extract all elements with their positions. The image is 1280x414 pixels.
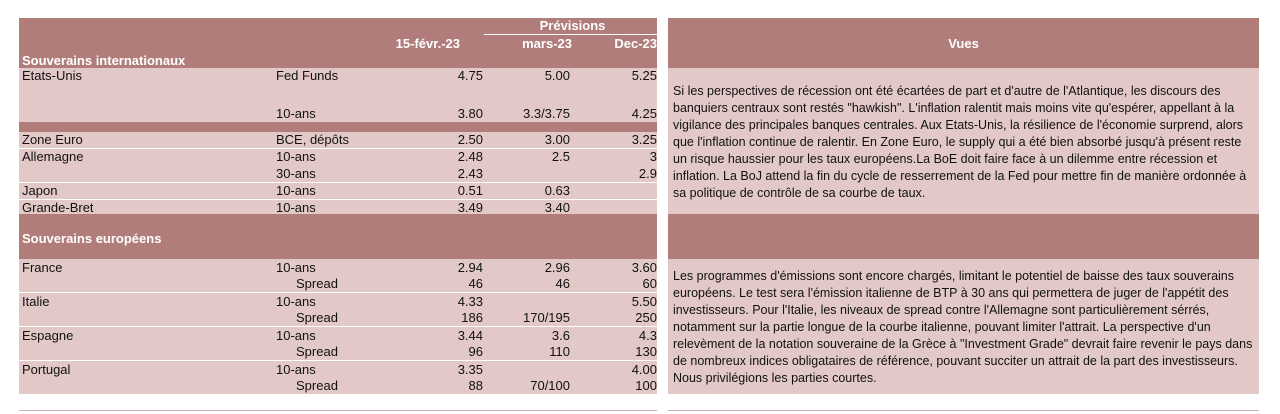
value-dec: 3 — [649, 149, 657, 164]
value-mars: 2.5 — [551, 149, 570, 164]
value-mars: 3.6 — [551, 328, 570, 343]
value-dec: 5.25 — [631, 68, 657, 83]
value-dec: 4.3 — [638, 328, 657, 343]
value-dec: 5.50 — [631, 294, 657, 309]
value-current: 4.75 — [457, 68, 483, 83]
instrument-label: 10-ans — [276, 294, 316, 309]
spread-mars: 110 — [549, 344, 570, 359]
instrument-label: 10-ans — [276, 362, 316, 377]
value-dec: 4.00 — [631, 362, 657, 377]
spread-label: Spread — [296, 378, 338, 393]
value-current: 3.35 — [457, 362, 483, 377]
value-mars: 3.3/3.75 — [523, 106, 570, 121]
spread-label: Spread — [296, 344, 338, 359]
bottom-rule-right — [668, 410, 1259, 411]
value-mars: 5.00 — [544, 68, 570, 83]
spread-current: 96 — [468, 344, 483, 359]
instrument-label: BCE, dépôts — [276, 132, 349, 147]
instrument-label: Fed Funds — [276, 68, 339, 83]
country-label: Grande-Bret — [22, 200, 94, 215]
instrument-label: 10-ans — [276, 328, 316, 343]
vues-section-band — [668, 214, 1259, 259]
spread-current: 88 — [468, 378, 483, 393]
vues-intl-text: Si les perspectives de récession ont été écartées de part et d'autre de l'Atlantique, les discours des banquiers centraux sont restés "hawkish". L'inflation ralentit mais moins vite qu'espérer, appellant à la vigilance des principales banques centrales. Aux Etats-Unis, la résilience de l'économie surprend, alors que l'inflation continue de ralentir. En Zone Euro, le supply qui a été bien absorbé jusqu'à présent reste un risque haussier pour les taux européens.La BoE doit faire face à un dilemme entre récession et inflation. La BoJ attend la fin du cycle de resserrement de la Fed pour mettre fin de manière ordonnée à sa politique de contrôle de sa courbe de taux. — [673, 84, 1247, 200]
instrument-label: 10-ans — [276, 200, 316, 215]
row-separator — [19, 122, 657, 132]
value-dec: 4.25 — [631, 106, 657, 121]
value-current: 2.43 — [457, 166, 483, 181]
spread-dec: 100 — [635, 378, 657, 393]
spread-mars: 46 — [555, 276, 570, 291]
spread-dec: 130 — [635, 344, 657, 359]
spread-dec: 250 — [635, 310, 657, 325]
col-header-mars: mars-23 — [522, 36, 572, 51]
vues-title: Vues — [948, 36, 979, 51]
col-header-date: 15-févr.-23 — [395, 36, 460, 51]
country-label: Etats-Unis — [22, 68, 82, 83]
value-current: 0.51 — [457, 183, 483, 198]
value-dec: 3.25 — [631, 132, 657, 147]
value-mars: 2.96 — [544, 260, 570, 275]
value-mars: 3.00 — [544, 132, 570, 147]
instrument-label: 10-ans — [276, 260, 316, 275]
spread-label: Spread — [296, 276, 338, 291]
value-current: 3.80 — [457, 106, 483, 121]
spread-mars: 70/100 — [530, 378, 570, 393]
country-label: Allemagne — [22, 149, 84, 164]
value-mars: 3.40 — [544, 200, 570, 215]
section-title-internationaux: Souverains internationaux — [22, 53, 186, 68]
country-label: Zone Euro — [22, 132, 83, 147]
spread-label: Spread — [296, 310, 338, 325]
country-label: Japon — [22, 183, 58, 198]
previsions-underline — [484, 34, 657, 35]
section-title-europeens: Souverains européens — [22, 231, 162, 246]
bottom-rule-left — [19, 410, 657, 411]
value-dec: 3.60 — [631, 260, 657, 275]
spread-current: 46 — [468, 276, 483, 291]
instrument-label: 10-ans — [276, 106, 316, 121]
value-dec: 2.9 — [638, 166, 657, 181]
value-current: 2.94 — [457, 260, 483, 275]
country-label: Portugal — [22, 362, 71, 377]
spread-mars: 170/195 — [523, 310, 570, 325]
country-label: Espagne — [22, 328, 74, 343]
instrument-label: 30-ans — [276, 166, 316, 181]
spread-current: 186 — [461, 310, 483, 325]
value-mars: 0.63 — [544, 183, 570, 198]
previsions-label: Prévisions — [539, 18, 606, 33]
spread-dec: 60 — [642, 276, 657, 291]
vues-euro-text: Les programmes d'émissions sont encore chargés, limitant le potentiel de baisse des taux souverains européens. Le test sera l'émission italienne de BTP à 30 ans qui permettera de juger de l'appétit des investisseurs. Pour l'Italie, les niveaux de spread contre l'Allemagne sont particulièrement sérrés, notamment sur la partie longue de la courbe italienne, pouvant limiter l'attrait. La perspective d'un relevèment de la notation souveraine de la Grèce à "Investment Grade" devrait faire revenir le pays dans de nombreux indices obligataires de référence, pouvant succiter un attrait de la part des investisseurs. Nous privilégions les parties courtes. — [673, 269, 1253, 385]
value-current: 4.33 — [457, 294, 483, 309]
value-current: 3.49 — [457, 200, 483, 215]
country-label: France — [22, 260, 63, 275]
value-current: 2.50 — [457, 132, 483, 147]
col-header-dec: Dec-23 — [614, 36, 657, 51]
country-label: Italie — [22, 294, 50, 309]
instrument-label: 10-ans — [276, 183, 316, 198]
value-current: 3.44 — [457, 328, 483, 343]
value-current: 2.48 — [457, 149, 483, 164]
instrument-label: 10-ans — [276, 149, 316, 164]
